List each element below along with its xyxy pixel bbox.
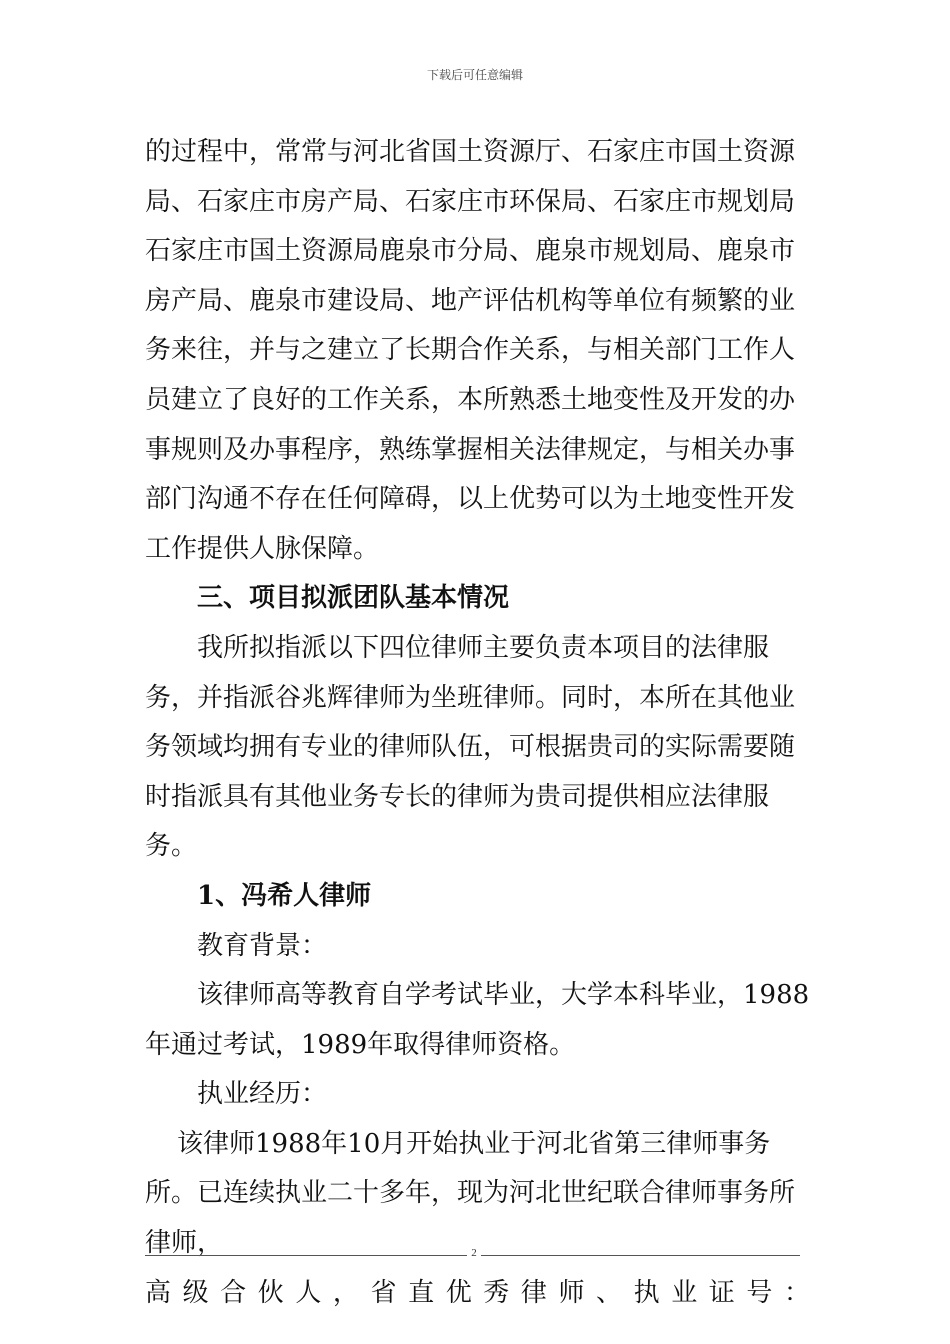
experience-last-line: 高级合伙人，省直优秀律师、执业证号： (145, 1277, 810, 1308)
education-text: 该律师高等教育自学考试毕业，大学本科毕业，1988年通过考试，1989年取得律师资格。 (145, 980, 810, 1060)
footer-rule-right (481, 1255, 800, 1256)
experience-text: 该律师1988年10月开始执业于河北省第三律师事务所。已连续执业二十多年，现为河北世纪联合律师事务所律师， (145, 1128, 796, 1259)
paragraph-cooperation: 的过程中，常常与河北省国土资源厅、石家庄市国土资源局、石家庄市房产局、石家庄市环保局、石家庄市规划局石家庄市国土资源局鹿泉市分局、鹿泉市规划局、鹿泉市房产局、鹿泉市建设局、地产评估机构等单位有频繁的业务来往，并与之建立了长期合作关系，与相关部门工作人员建立了良好的工作关系，本所熟悉土地变性及开发的办事规则及办事程序，熟练掌握相关法律规定，与相关办事部门沟通不存在任何障碍，以上优势可以为土地变性开发工作提供人脉保障。 (145, 137, 796, 564)
paragraph-team-intro: 我所拟指派以下四位律师主要负责本项目的法律服务，并指派谷兆辉律师为坐班律师。同时，本所在其他业务领域均拥有专业的律师队伍，可根据贵司的实际需要随时指派具有其他业务专长的律师为贵司提供相应法律服务。 (145, 632, 796, 862)
page-header-note: 下载后可任意编辑 (426, 68, 523, 82)
education-label: 教育背景： (197, 930, 328, 961)
lawyer-heading: 1、冯希人律师 (197, 880, 372, 911)
document-body (145, 128, 810, 1318)
page-footer (145, 1247, 800, 1263)
footer-rule-left (145, 1255, 467, 1256)
page-number: 2 (471, 1247, 477, 1259)
section-heading-team: 三、项目拟派团队基本情况 (197, 583, 510, 614)
experience-label: 执业经历： (197, 1079, 328, 1110)
